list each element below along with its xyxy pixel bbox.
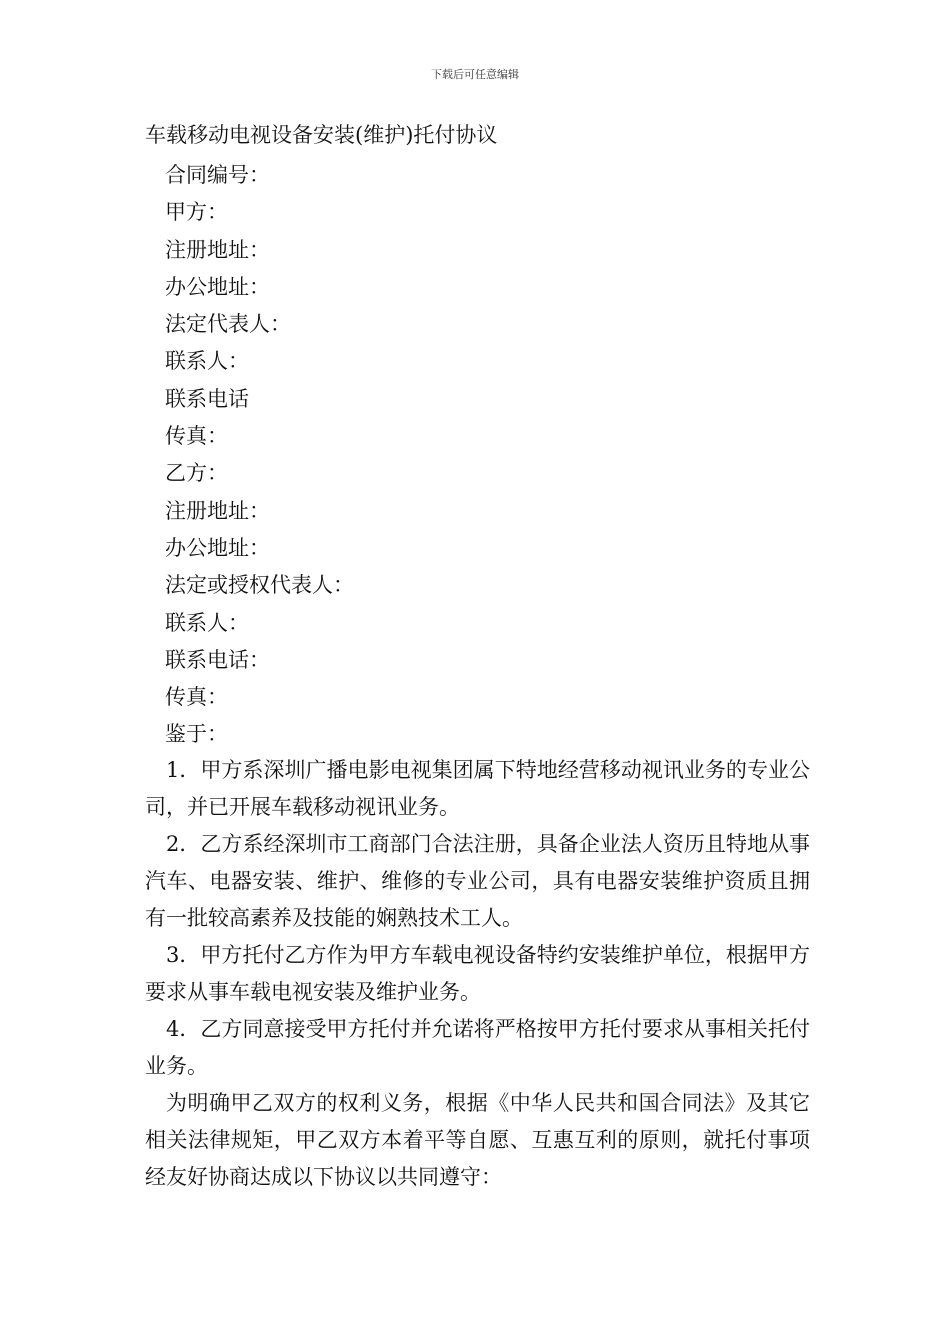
contract-fields bbox=[165, 157, 354, 754]
field-b-registered-address: 注册地址： bbox=[165, 498, 270, 523]
field-whereas: 鉴于： bbox=[165, 722, 228, 747]
paragraph-preamble: 为明确甲乙双方的权利义务，根据《中华人民共和国合同法》及其它相关法律规矩，甲乙双方本着平等自愿、互惠互利的原则，就托付事项经友好协商达成以下协议以共同遵守： bbox=[145, 1091, 810, 1189]
document-title: 车载移动电视设备安装(维护)托付协议 bbox=[145, 123, 498, 147]
paragraph-recital-4: 4．乙方同意接受甲方托付并允诺将严格按甲方托付要求从事相关托付业务。 bbox=[145, 1017, 810, 1078]
field-party-b: 乙方： bbox=[165, 461, 228, 486]
agreement-body bbox=[145, 752, 810, 1196]
field-b-contact-person: 联系人： bbox=[165, 610, 249, 635]
field-contract-number: 合同编号： bbox=[165, 163, 270, 187]
field-a-contact-person: 联系人： bbox=[165, 349, 249, 374]
paragraph-recital-3: 3．甲方托付乙方作为甲方车载电视设备特约安装维护单位，根据甲方要求从事车载电视安装及维护业务。 bbox=[145, 943, 810, 1004]
field-b-office-address: 办公地址： bbox=[165, 535, 270, 560]
paragraph-recital-1: 1．甲方系深圳广播电影电视集团属下特地经营移动视讯业务的专业公司，并已开展车载移动视讯业务。 bbox=[145, 758, 810, 819]
field-b-fax: 传真： bbox=[165, 685, 228, 710]
field-a-office-address: 办公地址： bbox=[165, 274, 270, 299]
field-b-representative: 法定或授权代表人： bbox=[165, 573, 354, 598]
field-a-fax: 传真： bbox=[165, 424, 228, 449]
field-a-registered-address: 注册地址： bbox=[165, 237, 270, 262]
field-party-a: 甲方： bbox=[165, 200, 228, 225]
field-a-contact-phone: 联系电话 bbox=[165, 386, 249, 411]
field-a-legal-representative: 法定代表人： bbox=[165, 312, 291, 337]
header-note: 下载后可任意编辑 bbox=[431, 68, 519, 81]
field-b-contact-phone: 联系电话： bbox=[165, 647, 270, 672]
paragraph-recital-2: 2．乙方系经深圳市工商部门合法注册，具备企业法人资历且特地从事汽车、电器安装、维护、维修的专业公司，具有电器安装维护资质且拥有一批较高素养及技能的娴熟技术工人。 bbox=[145, 832, 810, 930]
